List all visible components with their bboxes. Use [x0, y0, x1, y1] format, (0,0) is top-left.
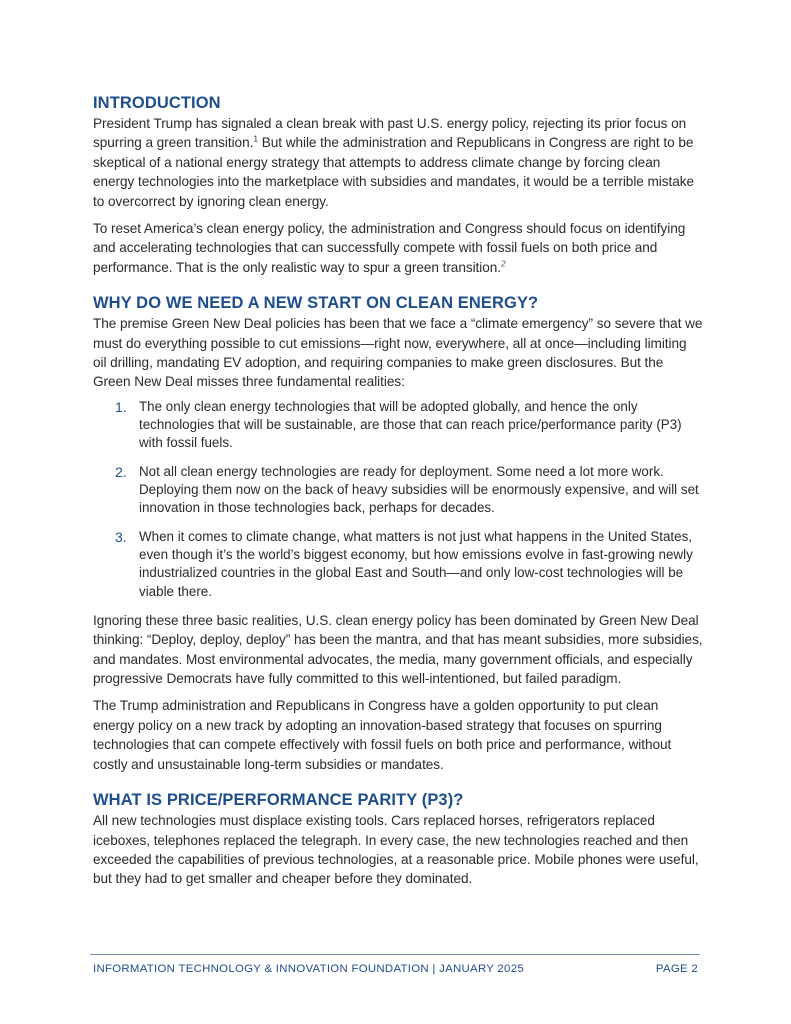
list-number: 1.	[115, 398, 127, 415]
footnote-ref-1[interactable]: 1	[253, 133, 258, 144]
section-heading-p3: WHAT IS PRICE/PERFORMANCE PARITY (P3)?	[93, 791, 464, 810]
list-number: 2.	[115, 463, 127, 480]
new-start-paragraph-1: The premise Green New Deal policies has been that we face a “climate emergency” so severe that we must do everything possible to cut emissions—right now, everywhere, all at once—including limiting oil drilling, mandating EV adoption, and requiring companies to make green disclosures. But the Green New Deal misses three fundamental realities:	[93, 316, 703, 390]
footer-publisher: INFORMATION TECHNOLOGY & INNOVATION FOUNDATION | JANUARY 2025	[93, 963, 524, 975]
section-heading-introduction: INTRODUCTION	[93, 94, 221, 112]
list-text: Not all clean energy technologies are ready for deployment. Some need a lot more work. Deploying them now on the back of heavy subsidies will be enormously expensive, and will set innovation in those technologies back, perhaps for decades.	[139, 463, 699, 516]
intro-paragraph-1: President Trump has signaled a clean break with past U.S. energy policy, rejecting its prior focus on spurring a green transition.$^1$ But while the administration and Republicans in Congress are right to be skeptical of a national energy strategy that attempts to address climate change by forcing clean energy technologies into the marketplace with subsidies and mandates, it would be a terrible mistake to overcorrect by ignoring clean energy.	[93, 116, 695, 209]
realities-list	[93, 398, 703, 601]
intro-paragraph-2: To reset America’s clean energy policy, the administration and Congress should focus on identifying and accelerating technologies that can successfully compete with fossil fuels on both price and performance. That is the only realistic way to spur a green transition.$^2$	[93, 221, 686, 275]
new-start-paragraph-3: The Trump administration and Republicans in Congress have a golden opportunity to put clean energy policy on a new track by adopting an innovation-based strategy that focuses on spurring technologies that can compete effectively with fossil fuels on both price and performance, without costly and unsustainable long-term subsidies or mandates.	[93, 698, 672, 772]
p3-paragraph-1: All new technologies must displace existing tools. Cars replaced horses, refrigerators replaced iceboxes, telephones replaced the telegraph. In every case, the new technologies reached and then exceeded the capabilities of previous technologies, at a reasonable price. Mobile phones were useful, but they had to get smaller and cheaper before they dominated.	[93, 813, 699, 887]
list-text: When it comes to climate change, what matters is not just what happens in the United States, even though it’s the world’s biggest economy, but how emissions evolve in fast-growing newly industrialized countries in the global East and South—and only low-cost technologies will be viable there.	[139, 528, 693, 599]
list-item	[115, 398, 703, 453]
page-number: PAGE 2	[655, 963, 698, 975]
section-heading-new-start: WHY DO WE NEED A NEW START ON CLEAN ENERGY?	[93, 294, 539, 313]
page-footer	[93, 963, 698, 975]
new-start-paragraph-2: Ignoring these three basic realities, U.S. clean energy policy has been dominated by Green New Deal thinking: “Deploy, deploy, deploy” has been the mantra, and that has meant subsidies, more subsidies, and mandates. Most environmental advocates, the media, many government officials, and especially progressive Democrats have fully committed to this well-intentioned, but failed paradigm.	[93, 612, 703, 687]
list-text: The only clean energy technologies that will be adopted globally, and hence the only technologies that will be sustainable, are those that can reach price/performance parity (P3) with fossil fuels.	[139, 398, 682, 451]
list-item	[115, 463, 703, 518]
list-number: 3.	[115, 528, 127, 545]
footer-divider	[90, 954, 700, 955]
footnote-ref-2[interactable]: 2	[501, 258, 506, 269]
page-content	[93, 92, 703, 889]
list-item	[115, 528, 703, 601]
